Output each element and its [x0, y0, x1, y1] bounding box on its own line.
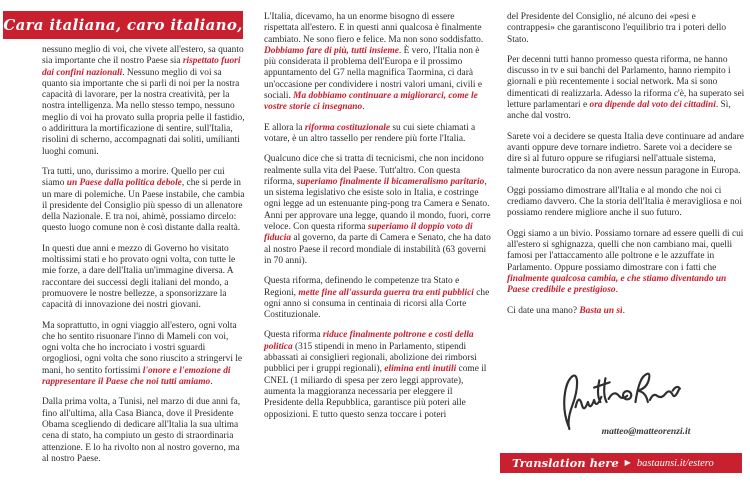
- page-title: Cara italiana, caro italiano,: [3, 16, 243, 34]
- body-text: Ma soprattutto, in ogni viaggio all'estero, ogni volta che ho sentito risuonare l'inno di Mameli con voi, ogni volta che ho incrociato i vostri sguardi orgogliosi, ogni volta che sono riuscito a stringervi le mani, ho sentito fortissimi: [42, 320, 243, 376]
- body-text: E allora la: [264, 122, 305, 133]
- body-text: su cui siete chiamati a votare, è un altro tassello per rendere più forte l'Italia.: [264, 122, 476, 144]
- header-banner: [3, 11, 243, 39]
- body-text: .: [615, 285, 618, 296]
- body-text: Oggi possiamo dimostrare all'Italia e al mondo che noi ci crediamo davvero. Che la storia dell'Italia è meravigliosa e noi possiamo rendere migliore anche il suo futuro.: [507, 185, 742, 219]
- signature-email[interactable]: matteo@matteorenzi.it: [601, 426, 691, 437]
- paragraph: [507, 306, 745, 317]
- paragraph: [42, 244, 245, 312]
- emphasized-text: superiamo finalmente il bicameralismo paritario: [296, 176, 485, 187]
- paragraph: [264, 12, 491, 114]
- text-column-1: [42, 45, 245, 474]
- body-text: come il CNEL (1 miliardo di spesa per zero leggi approvate), aumenta la maggioranza necessaria per eleggere il Presidente della Repubblica, garantisce più poteri alle opposizioni. E tutto questo senza toccare i poteri: [264, 364, 487, 420]
- body-text: .: [362, 102, 365, 113]
- body-text: L'Italia, dicevamo, ha un enorme bisogno di essere rispettata all'estero. E in questi anni qualcosa è finalmente cambiato. Ne sono fiero e felice. Ma non sono soddisfatto.: [264, 12, 484, 45]
- body-text: del Presidente del Consiglio, né alcuno dei «pesi e contrappesi» che garantiscono l'equilibrio tra i poteri dello Stato.: [507, 12, 727, 45]
- emphasized-text: mette fine all'assurda guerra tra enti pubblici: [298, 287, 474, 298]
- emphasized-text: superiamo il doppio voto di fiducia: [264, 222, 473, 244]
- text-column-3: [507, 12, 745, 326]
- emphasized-text: finalmente qualcosa cambia, e che stiamo diventando un Paese credibile e prestigioso: [507, 273, 727, 296]
- body-text: . Nessuno meglio di voi sa quanto sia importante che si parli di noi per la nostra capacità di lavorare, per la nostra creatività, per la nostra intelligenza. Ma nello stesso tempo, nessuno meglio di voi ha provato sulla propria pelle il fastidio, o addirittura la mortificazione di sentire, sull'Italia, risolini di scherno, accompagnati dai soliti, umilianti luoghi comuni.: [42, 67, 245, 157]
- body-text: nessuno meglio di voi, che vivete all'estero, sa quanto sia importante che il nostro Paese sia: [42, 45, 244, 67]
- paragraph: [507, 12, 745, 46]
- emphasized-text: elimina enti inutili: [384, 364, 457, 375]
- body-text: che ogni anno si consuma in centinaia di ricorsi alla Corte Costituzionale.: [264, 287, 490, 321]
- body-text: Sarete voi a decidere se questa Italia deve continuare ad andare avanti oppure deve tornare indietro. Sarete voi a decidere se dire sì al futuro oppure se rifugiarsi nell'attuale sistema, talmente burocratico da non avere nessun paragone in Europa.: [507, 131, 744, 176]
- emphasized-text: rispettato fuori dai confini nazionali: [42, 56, 241, 78]
- emphasized-text: Dobbiamo fare di più, tutti insieme: [264, 45, 399, 56]
- paragraph: [42, 167, 245, 235]
- body-text: Questa riforma: [264, 330, 323, 341]
- body-text: , che si perde in un mare di polemiche. Un Paese instabile, che cambia il presidente del Consiglio più spesso di un allenatore della Nazionale. E tra noi, ahimè, possiamo dircelo: questo luogo comune non è così distante dalla realtà.: [42, 178, 245, 234]
- paragraph: [264, 276, 491, 321]
- emphasized-text: ora dipende dal voto dei cittadini: [589, 100, 716, 111]
- body-text: , un sistema legislativo che esiste solo in Italia, e costringe ogni legge ad un estenuante ping-pong tra Camera e Senato. Anni per approvare una legge, quando il mondo, fuori, corre veloce. Con questa riforma: [264, 176, 491, 233]
- signature-matteo-renzi-handwriting: [556, 370, 686, 432]
- body-text: Ci date una mano?: [507, 305, 580, 316]
- emphasized-text: l'onore e l'emozione di rappresentare il Paese che noi tutti amiamo: [42, 365, 231, 388]
- emphasized-text: Basta un sì: [579, 305, 623, 316]
- emphasized-text: riduce finalmente poltrone e costi della politica: [264, 330, 474, 352]
- body-text: In questi due anni e mezzo di Governo ho visitato moltissimi stati e ho provato ogni volta, con tutte le mie forze, a dare dell'Italia un'immagine diversa. A raccontare dei successi degli italiani del mondo, a promuovere le nostre bellezze, a sponsorizzare la capacità di innovazione dei nostri giovani.: [42, 243, 236, 311]
- body-text: Oggi siamo a un bivio. Possiamo tornare ad essere quelli di cui all'estero si sghignazza, quelli che non cambiano mai, quelli famosi per l'attaccamento alle poltrone e le azzuffate in Parlamento. Oppure possiamo dimostrare con i fatti che: [507, 228, 744, 273]
- translation-url[interactable]: bastaunsi.it/estero: [636, 457, 714, 469]
- paragraph: [42, 397, 245, 465]
- body-text: Qualcuno dice che si tratta di tecnicismi, che non incidono realmente sulla vita del Paese. Tutt'altro. Con questa riforma,: [264, 154, 484, 187]
- emphasized-text: Ma dobbiamo continuare a migliorarci, come le vostre storie ci insegnano: [264, 91, 478, 113]
- emphasized-text: un Paese dalla politica debole: [66, 178, 182, 189]
- body-text: . È vero, l'Italia non è più considerata il problema dell'Europa e il prossimo appuntamento del G7 nella magnifica Taormina, ci darà un'occasione per condividere i nostri valori umani, civili e sociali.: [264, 45, 483, 102]
- body-text: Questa riforma, definendo le competenze tra Stato e Regioni,: [264, 276, 460, 298]
- body-text: Tra tutti, uno, durissimo a morire. Quello per cui siamo: [42, 166, 225, 189]
- emphasized-text: riforma costituzionale: [304, 122, 391, 133]
- paragraph: [264, 123, 491, 146]
- paragraph: [507, 229, 745, 297]
- body-text: Per decenni tutti hanno promesso questa riforma, ne hanno discusso in tv e sui banchi del Parlamento, hanno riempito i giornali e più recentemente i social network. Ma si sono dimenticati di realizzarla. Adesso la riforma c'è, ha superato sei letture parlamentari e: [507, 54, 745, 111]
- paragraph: [507, 186, 745, 220]
- paragraph: [42, 321, 245, 389]
- paragraph: [264, 330, 491, 420]
- body-text: . Sì, anche dal vostro.: [507, 100, 731, 122]
- paragraph: [264, 154, 491, 267]
- paragraph: [507, 132, 745, 177]
- body-text: al governo, da parte di Camera e Senato, che ha dato al nostro Paese il record mondiale di instabilità (63 governi in 70 anni).: [264, 233, 491, 266]
- body-text: .: [622, 305, 625, 316]
- body-text: (315 stipendi in meno in Parlamento, stipendi abbassati ai consiglieri regionali, abolizione dei rimborsi pubblici per i gruppi regionali),: [264, 341, 477, 375]
- paragraph: [42, 45, 245, 158]
- play-arrow-icon: ▶: [624, 458, 631, 467]
- body-text: .: [210, 377, 213, 388]
- paragraph: [507, 55, 745, 123]
- translation-banner[interactable]: [500, 453, 742, 473]
- translation-label: Translation here: [512, 456, 619, 470]
- text-column-2: [264, 12, 491, 430]
- body-text: Dalla prima volta, a Tunisi, nel marzo di due anni fa, fino all'ultima, alla Casa Bianca, dove il Presidente Obama scegliendo di dedicare all'Italia la sua ultima cena di stato, ha compiuto un gesto di straordinaria attenzione. E lo ha rivolto non al nostro governo, ma al nostro Paese.: [42, 397, 241, 464]
